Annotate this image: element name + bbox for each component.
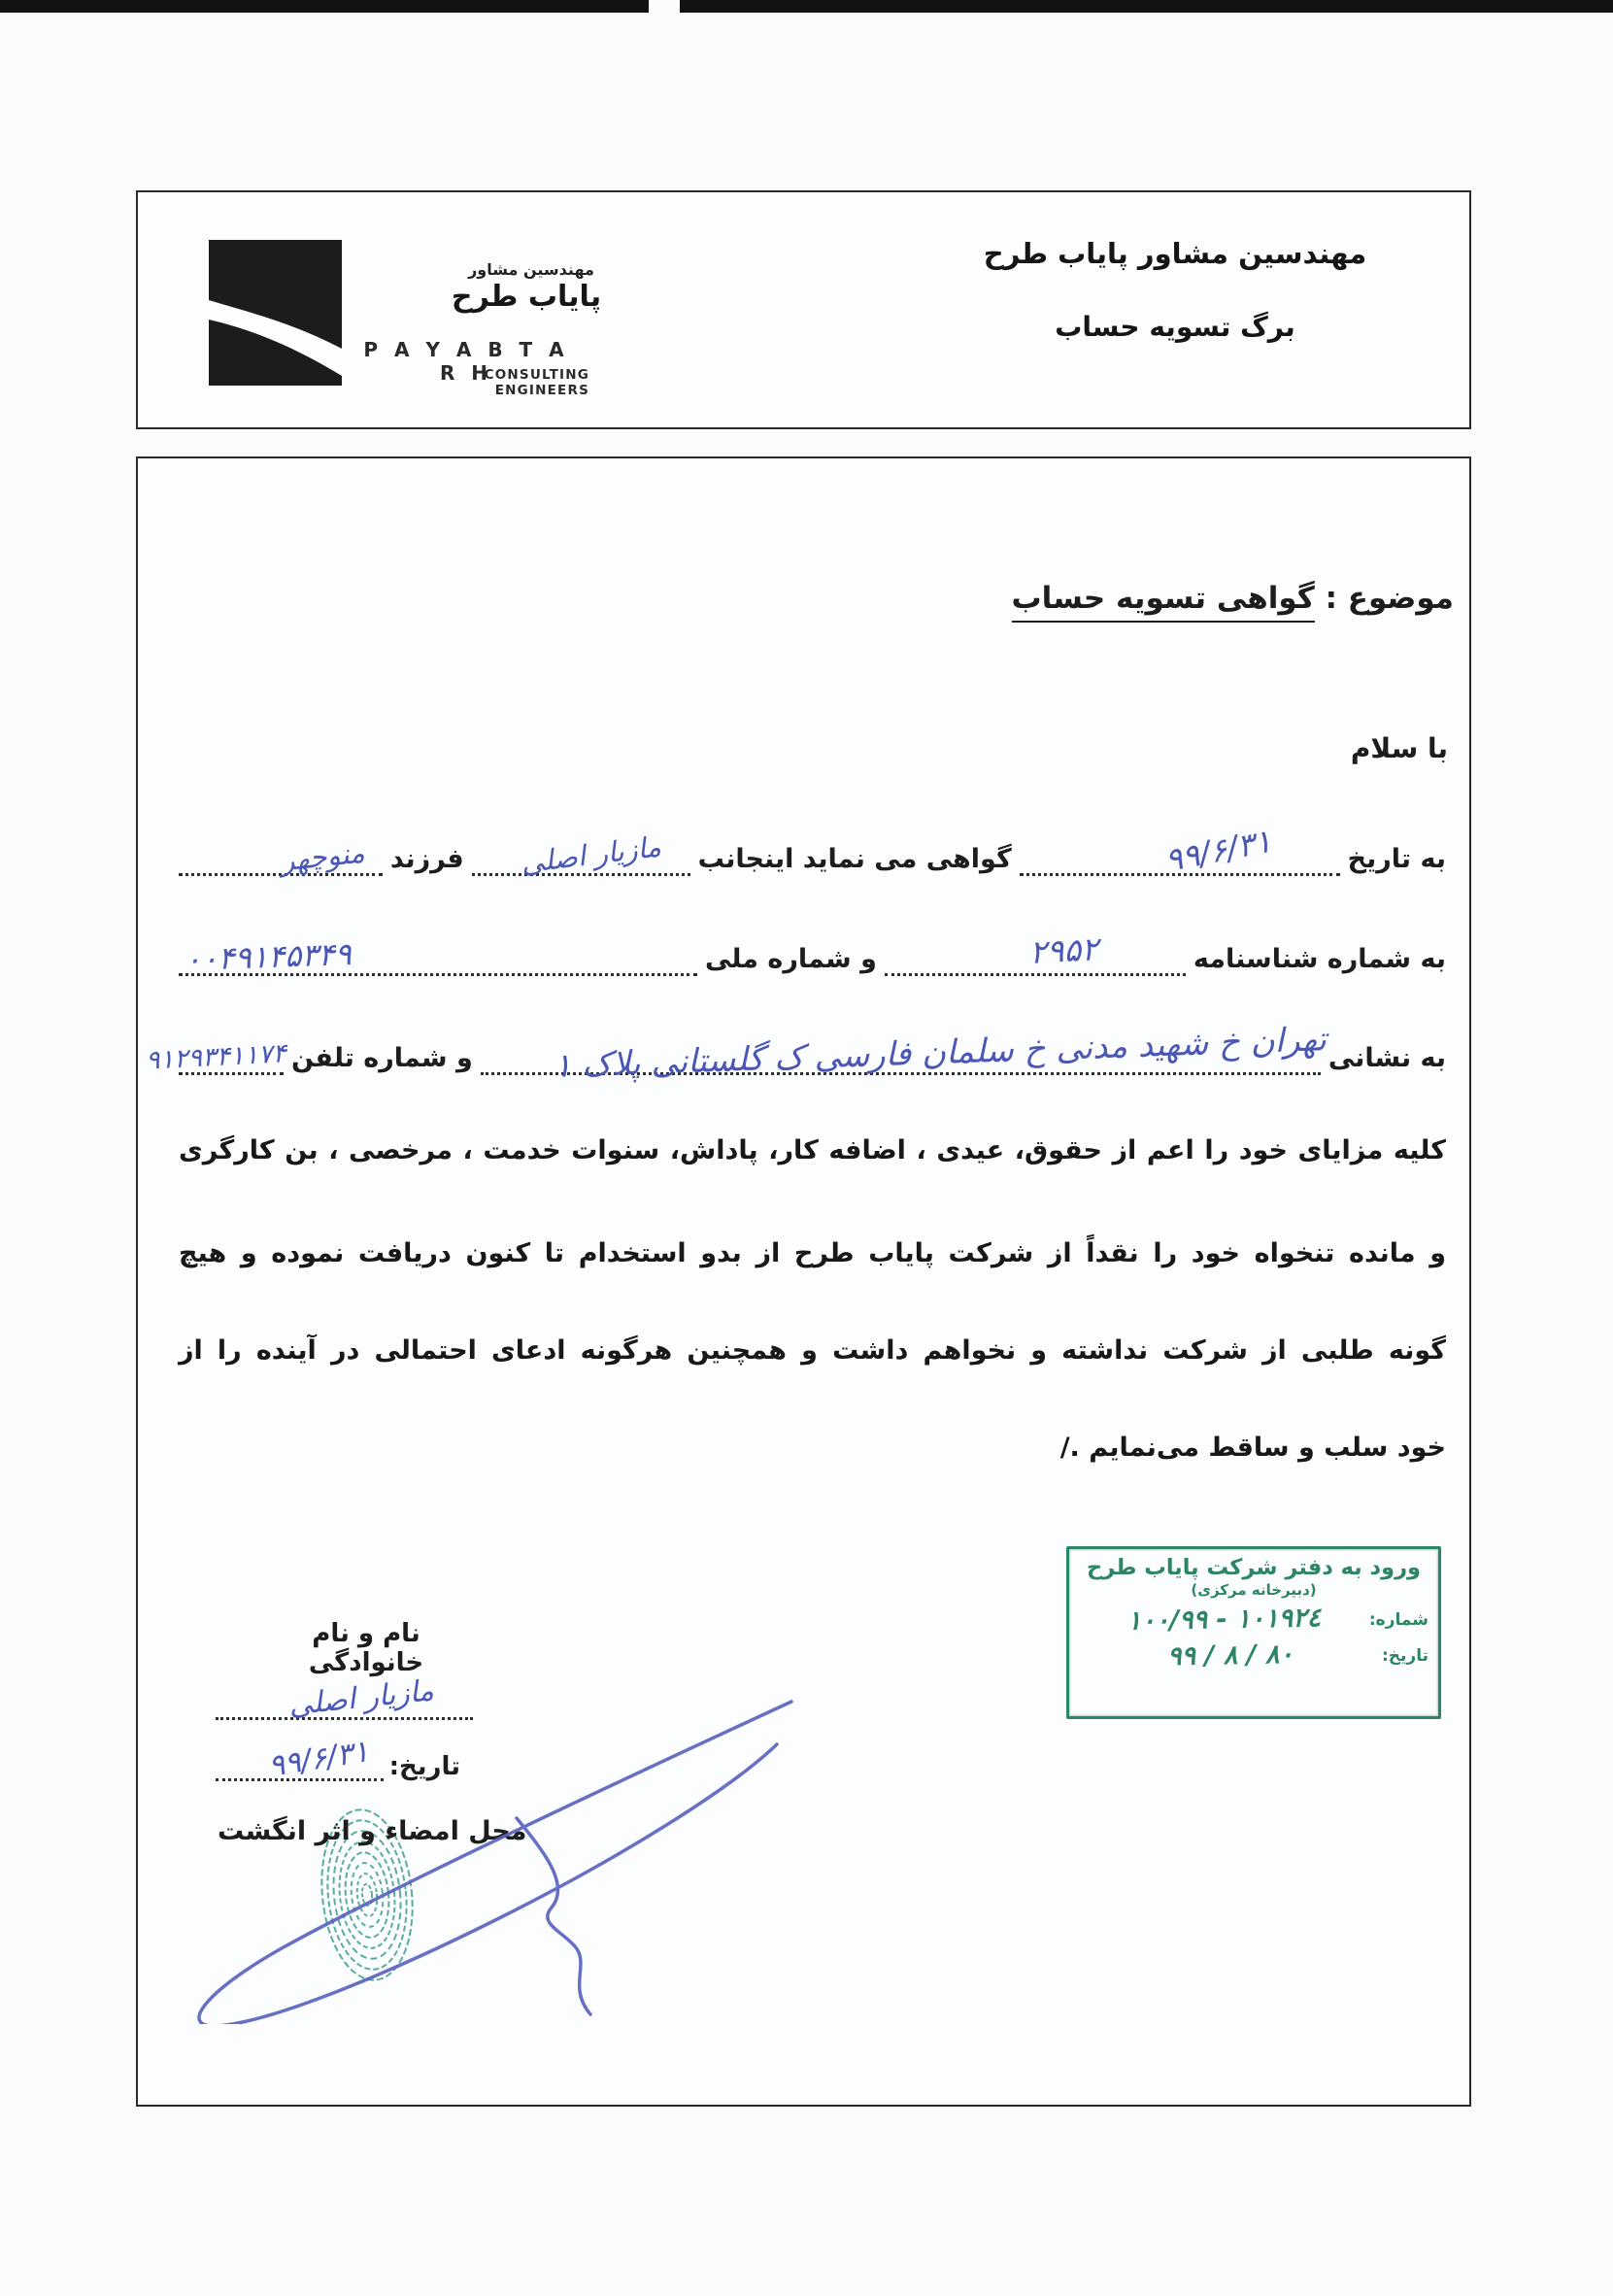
company-title-fa: مهندسین مشاور پایاب طرح bbox=[983, 237, 1367, 270]
handwritten-phone: ۹۱۲۹۳۴۱۱۷۴ bbox=[145, 1038, 287, 1076]
handwritten-name: مازیار اصلی bbox=[519, 829, 663, 880]
body-paragraph-2: و مانده تنخواه خود را نقداً از شرکت پایاب طرح از بدو استخدام تا کنون دریافت نموده و هیچ bbox=[179, 1238, 1446, 1268]
label-address: به نشانی bbox=[1327, 1043, 1446, 1073]
stamp-number-row bbox=[1069, 1604, 1438, 1635]
fullname-label: نام و نام خانوادگی bbox=[308, 1619, 424, 1677]
form-line-address-phone bbox=[145, 1020, 1446, 1086]
signature-date-label: تاریخ: bbox=[388, 1752, 460, 1781]
label-phone: و شماره تلفن bbox=[291, 1043, 473, 1073]
label-national-id: و شماره ملی bbox=[704, 944, 877, 974]
form-title: برگ تسویه حساب bbox=[1055, 311, 1295, 343]
label-child-of: فرزند bbox=[389, 844, 464, 874]
brand-fa-large: پایاب طرح bbox=[451, 280, 602, 314]
stamp-title: ورود به دفتر شرکت پایاب طرح bbox=[1086, 1555, 1422, 1580]
company-logo-icon bbox=[209, 240, 342, 386]
handwritten-birth-cert-no: ۲۹۵۲ bbox=[1028, 929, 1099, 971]
label-certifies: گواهی می نماید اینجانب bbox=[697, 844, 1012, 874]
handwritten-national-id: ۰۰۴۹۱۴۵۳۴۹ bbox=[184, 935, 353, 978]
field-national-id bbox=[179, 929, 697, 976]
subject-line bbox=[1012, 581, 1454, 616]
stamp-date-label: تاریخ: bbox=[1382, 1645, 1428, 1666]
label-birth-cert-no: به شماره شناسنامه bbox=[1193, 944, 1446, 974]
brand-en-sub: CONSULTING ENGINEERS bbox=[484, 367, 589, 398]
office-entry-stamp bbox=[1066, 1546, 1441, 1719]
field-name bbox=[472, 828, 690, 880]
field-date bbox=[1020, 821, 1340, 880]
brand-fa-small: مهندسین مشاور bbox=[468, 260, 594, 279]
stamp-date-row bbox=[1069, 1640, 1438, 1671]
subject-value: گواهی تسویه حساب bbox=[1012, 581, 1315, 623]
letterhead-titles bbox=[966, 237, 1384, 343]
body-paragraph-4: خود سلب و ساقط می‌نمایم ./ bbox=[1059, 1433, 1446, 1463]
scan-edge-notch bbox=[649, 0, 680, 13]
form-line-id-numbers bbox=[179, 922, 1446, 976]
handwritten-address: تهران خ شهید مدنی خ سلمان فارسی ک گلستانی پلاک ۱ bbox=[553, 1020, 1327, 1086]
handwritten-fullname: مازیار اصلی bbox=[286, 1673, 436, 1723]
signature-place-label: محل امضاء و اثر انگشت bbox=[218, 1816, 527, 1846]
handwritten-father-name: منوچهر bbox=[279, 835, 367, 878]
document-body-box bbox=[136, 456, 1471, 2107]
label-date: به تاریخ bbox=[1347, 844, 1446, 874]
scan-edge-artifact bbox=[0, 0, 1613, 13]
brand-en-name: P A Y A B T A R H bbox=[363, 338, 569, 385]
subject-label: موضوع : bbox=[1325, 581, 1454, 616]
form-line-date-name bbox=[179, 821, 1446, 880]
field-father-name bbox=[179, 828, 383, 876]
stamp-subtitle: (دبیرخانه مرکزی) bbox=[1191, 1581, 1317, 1599]
stamp-number-value: ۱۰۰/۹۹ - ۱۰۱۹۲٤ bbox=[1126, 1603, 1322, 1637]
field-birth-cert-no bbox=[885, 929, 1186, 976]
field-address bbox=[481, 1020, 1327, 1086]
body-paragraph-1: کلیه مزایای خود را اعم از حقوق، عیدی ، اضافه کار، پاداش، سنوات خدمت ، مرخصی ، بن کارگری bbox=[179, 1135, 1446, 1165]
letterhead-box bbox=[136, 190, 1471, 429]
stamp-date-value: ۹۹ / ۸ / ۸۰ bbox=[1166, 1638, 1294, 1672]
salutation: با سلام bbox=[1350, 732, 1448, 764]
stamp-number-label: شماره: bbox=[1368, 1609, 1428, 1630]
handwritten-signature-icon bbox=[155, 1694, 801, 2024]
body-paragraph-3: گونه طلبی از شرکت نداشته و نخواهم داشت و همچنین هرگونه ادعای احتمالی در آینده را از bbox=[179, 1335, 1446, 1366]
field-phone bbox=[145, 1028, 287, 1076]
handwritten-signature-date: ۹۹/۶/۳۱ bbox=[266, 1734, 372, 1784]
handwritten-date: ۹۹/۶/۳۱ bbox=[1161, 821, 1275, 880]
